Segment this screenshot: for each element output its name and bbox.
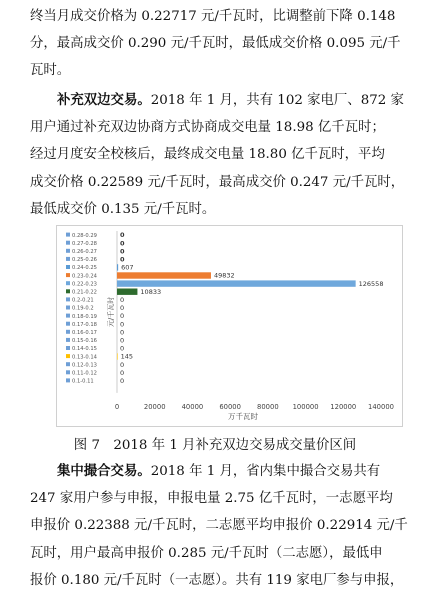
text-line: 报价 0.180 元/千瓦时（一志愿）。共有 119 家电厂参与申报，: [30, 572, 404, 588]
legend-label: 0.19-0.2: [72, 305, 94, 312]
paragraph-centralized-matching: [30, 458, 410, 594]
legend-label: 0.25-0.26: [72, 257, 97, 264]
data-label: 10833: [140, 287, 162, 296]
legend-label: 0.24-0.25: [72, 265, 97, 272]
legend-label: 0.14-0.15: [72, 346, 97, 353]
bar: [117, 264, 118, 270]
legend-swatch: [66, 378, 70, 382]
data-label: 145: [120, 352, 134, 361]
data-label: 0: [120, 377, 125, 385]
legend-label: 0.21-0.22: [72, 289, 97, 296]
data-label: 0: [120, 368, 125, 377]
text-line: 最低成交价 0.135 元/千瓦时。: [30, 201, 216, 217]
legend-swatch: [66, 249, 70, 253]
x-tick-label: 140000: [368, 402, 394, 411]
legend-label: 0.12-0.13: [72, 362, 97, 369]
legend-swatch: [66, 265, 70, 269]
legend-swatch: [66, 233, 70, 237]
legend-label: 0.16-0.17: [72, 330, 97, 336]
x-axis-label: 万千瓦时: [228, 411, 258, 421]
text-line: 终当月成交价格为 0.22717 元/千瓦时，比调整前下降 0.148: [30, 9, 396, 24]
text-line: [30, 87, 410, 114]
data-label: 0: [120, 231, 125, 240]
text-line: 瓦时。: [30, 63, 71, 79]
section-heading: 集中撮合交易。: [57, 463, 151, 479]
legend-label: 0.18-0.19: [72, 313, 97, 320]
paragraph-price-summary: [30, 3, 410, 85]
text-line: 经过月度安全校核后，最终成交电量 18.80 亿千瓦时，平均: [30, 147, 385, 163]
bar: [117, 280, 356, 286]
legend-swatch: [66, 241, 70, 245]
bar: [117, 289, 137, 295]
legend-swatch: [66, 370, 70, 374]
text-line: 成交价格 0.22589 元/千瓦时，最高成交价 0.247 元/千瓦时，: [30, 174, 405, 190]
legend-label: 0.27-0.28: [72, 240, 97, 247]
legend-swatch: [66, 289, 70, 293]
data-label: 0: [120, 304, 125, 313]
legend-swatch: [66, 273, 70, 277]
section-heading: 补充双边交易。: [57, 92, 151, 108]
data-label: 0: [120, 320, 125, 329]
bar: [117, 353, 118, 359]
legend-label: 0.13-0.14: [72, 354, 97, 361]
legend-label: 0.28-0.29: [72, 232, 97, 239]
price-range-chart: [56, 225, 403, 427]
legend-swatch: [66, 257, 70, 261]
legend-swatch: [66, 362, 70, 366]
x-tick-label: 20000: [143, 402, 166, 411]
data-label: 49832: [213, 271, 235, 280]
legend-swatch: [66, 306, 70, 310]
data-label: 0: [120, 296, 125, 304]
y-axis-label: 元/千瓦时: [107, 296, 115, 328]
legend-label: 0.15-0.16: [72, 338, 97, 345]
text-line: 247 家用户参与申报，申报电量 2.75 亿千瓦时，一志愿平均: [30, 491, 393, 507]
legend-swatch: [66, 346, 70, 350]
data-label: 607: [121, 263, 134, 272]
data-label: 126558: [358, 279, 384, 288]
x-tick-label: 60000: [219, 402, 241, 411]
legend-swatch: [66, 330, 70, 334]
data-label: 0: [120, 255, 125, 264]
legend-swatch: [66, 354, 70, 358]
legend-label: 0.22-0.23: [72, 281, 97, 288]
data-label: 0: [120, 239, 125, 248]
legend-label: 0.17-0.18: [72, 321, 97, 328]
x-tick-label: 40000: [181, 402, 204, 411]
legend-label: 0.26-0.27: [72, 249, 97, 255]
legend-swatch: [66, 297, 70, 301]
data-label: 0: [120, 344, 125, 353]
legend-swatch: [66, 281, 70, 285]
text-line: 用户通过补充双边协商方式协商成交电量 18.98 亿千瓦时；: [30, 120, 385, 136]
text-line: 分，最高成交价 0.290 元/千瓦时，最低成交价格 0.095 元/千: [30, 36, 401, 52]
text-span: 2018 年 1 月，省内集中撮合交易共有: [150, 464, 381, 479]
bar: [117, 272, 211, 278]
legend-label: 0.1-0.11: [72, 378, 94, 385]
legend-swatch: [66, 314, 70, 318]
data-label: 0: [120, 312, 125, 321]
x-tick-label: 100000: [292, 402, 319, 411]
legend-swatch: [66, 322, 70, 326]
data-label: 0: [120, 247, 125, 256]
x-tick-label: 120000: [330, 402, 357, 411]
paragraph-supplementary-bilateral: [30, 87, 410, 223]
text-span: 2018 年 1 月，共有 102 家电厂、872 家: [150, 93, 404, 108]
text-line: 申报价 0.22388 元/千瓦时，二志愿平均申报价 0.22914 元/千: [30, 518, 408, 534]
legend-swatch: [66, 338, 70, 342]
data-label: 0: [120, 328, 125, 337]
legend-label: 0.23-0.24: [72, 273, 97, 280]
data-label: 0: [120, 360, 125, 369]
x-tick-label: 0: [114, 402, 120, 411]
legend-label: 0.2-0.21: [72, 297, 94, 304]
data-label: 0: [120, 336, 125, 345]
text-line: [30, 458, 410, 485]
chart-canvas: [57, 226, 402, 426]
text-line: 瓦时，用户最高申报价 0.285 元/千瓦时（二志愿），最低申: [30, 545, 383, 561]
x-tick-label: 80000: [257, 402, 279, 411]
figure-caption: 图 7 2018 年 1 月补充双边交易成交量价区间: [73, 438, 357, 453]
legend-label: 0.11-0.12: [72, 370, 97, 377]
